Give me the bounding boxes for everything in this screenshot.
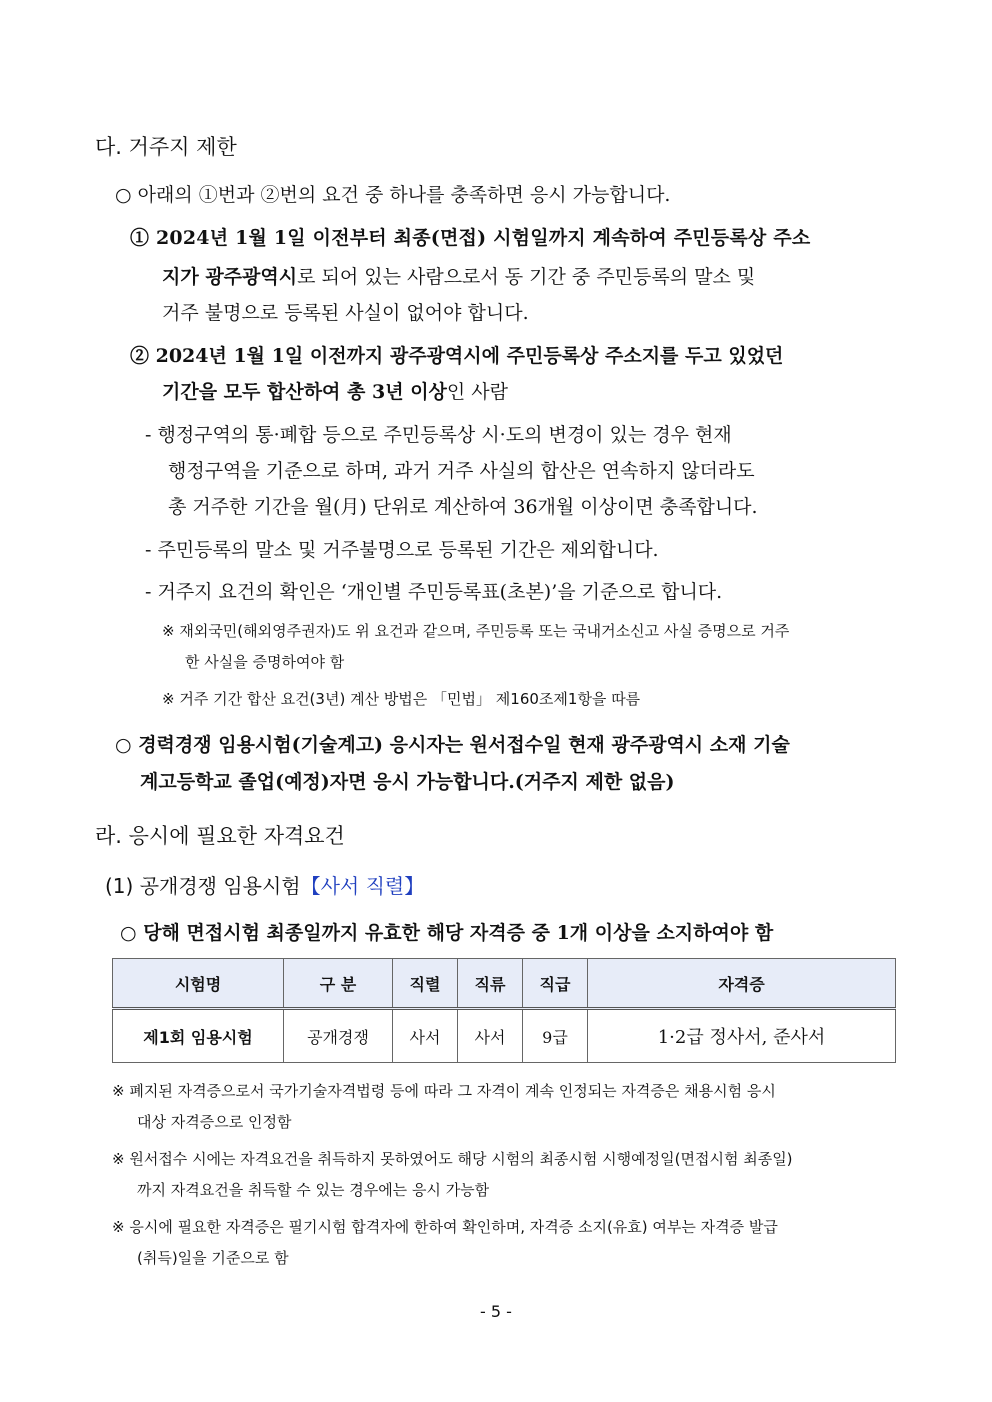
note-application-line2: 까지 자격요건을 취득할 수 있는 경우에는 응시 가능함 (137, 1181, 490, 1199)
qualification-table (112, 958, 896, 1063)
item1-line2-rest: 로 되어 있는 사람으로서 동 기간 중 주민등록의 말소 및 (297, 266, 756, 288)
table-row (113, 1009, 896, 1063)
note1-line2: 한 사실을 증명하여야 함 (185, 653, 345, 671)
dash1-line1: - 행정구역의 통·폐합 등으로 주민등록상 시·도의 변경이 있는 경우 현재 (145, 424, 732, 446)
item1-line3: 거주 불명으로 등록된 사실이 없어야 합니다. (162, 302, 529, 324)
table-cell: 9급 (523, 1009, 588, 1063)
item2-line2-rest: 인 사람 (446, 381, 509, 403)
dash1-line3: 총 거주한 기간을 월(月) 단위로 계산하여 36개월 이상이면 충족합니다. (168, 496, 758, 518)
item1-line1: ① 2024년 1월 1일 이전부터 최종(면접) 시험일까지 계속하여 주민등록상 주소 (130, 227, 811, 249)
table-header-cell: 시험명 (113, 959, 284, 1009)
sub-heading-tag: 【사서 직렬】 (300, 874, 425, 898)
table-header-cell: 직류 (458, 959, 523, 1009)
table-cell: 사서 (393, 1009, 458, 1063)
table-header-cell: 직급 (523, 959, 588, 1009)
qualification-bullet: ○ 당해 면접시험 최종일까지 유효한 해당 자격증 중 1개 이상을 소지하여야 함 (120, 922, 774, 944)
table-cell: 사서 (458, 1009, 523, 1063)
table-header-cell: 구 분 (284, 959, 393, 1009)
section-heading-qualifications: 라. 응시에 필요한 자격요건 (95, 824, 345, 848)
career-line2: 계고등학교 졸업(예정)자면 응시 가능합니다.(거주지 제한 없음) (140, 771, 675, 793)
sub-heading-prefix: (1) 공개경쟁 임용시험 (105, 874, 301, 898)
note-application-line1: ※ 원서접수 시에는 자격요건을 취득하지 못하였어도 해당 시험의 최종시험 시행예정일(면접시험 최종일) (112, 1150, 793, 1168)
note1-line1: ※ 재외국민(해외영주권자)도 위 요건과 같으며, 주민등록 또는 국내거소신고 사실 증명으로 거주 (162, 622, 790, 640)
item1-line2-bold: 지가 광주광역시 (162, 266, 298, 288)
note2: ※ 거주 기간 합산 요건(3년) 계산 방법은 「민법」 제160조제1항을 따름 (162, 690, 641, 708)
table-header-row (113, 959, 896, 1009)
item2-line2-bold: 기간을 모두 합산하여 총 3년 이상 (162, 381, 447, 403)
item1-line2 (162, 262, 755, 289)
note-abolished-line2: 대상 자격증으로 인정함 (137, 1113, 292, 1131)
table-cell: 1·2급 정사서, 준사서 (588, 1009, 896, 1063)
dash2: - 주민등록의 말소 및 거주불명으로 등록된 기간은 제외합니다. (145, 539, 659, 561)
table-header-cell: 자격증 (588, 959, 896, 1009)
table-header-cell: 직렬 (393, 959, 458, 1009)
dash3: - 거주지 요건의 확인은 ‘개인별 주민등록표(초본)’을 기준으로 합니다. (145, 581, 723, 603)
table-cell: 제1회 임용시험 (113, 1009, 284, 1063)
note-abolished-line1: ※ 폐지된 자격증으로서 국가기술자격법령 등에 따라 그 자격이 계속 인정되는 자격증은 채용시험 응시 (112, 1082, 776, 1100)
section-heading-residence: 다. 거주지 제한 (95, 135, 237, 159)
item2-line1: ② 2024년 1월 1일 이전까지 광주광역시에 주민등록상 주소지를 두고 있었던 (130, 345, 784, 367)
note-verification-line2: (취득)일을 기준으로 함 (137, 1249, 289, 1267)
residence-intro: ○ 아래의 ①번과 ②번의 요건 중 하나를 충족하면 응시 가능합니다. (115, 184, 671, 206)
table-cell: 공개경쟁 (284, 1009, 393, 1063)
sub-heading-open-competition (105, 870, 424, 899)
career-line1: ○ 경력경쟁 임용시험(기술계고) 응시자는 원서접수일 현재 광주광역시 소재 기술 (115, 734, 790, 756)
note-verification-line1: ※ 응시에 필요한 자격증은 필기시험 합격자에 한하여 확인하며, 자격증 소지(유효) 여부는 자격증 발급 (112, 1218, 778, 1236)
page-number: - 5 - (480, 1302, 512, 1321)
dash1-line2: 행정구역을 기준으로 하며, 과거 거주 사실의 합산은 연속하지 않더라도 (168, 460, 755, 482)
item2-line2 (162, 377, 508, 404)
